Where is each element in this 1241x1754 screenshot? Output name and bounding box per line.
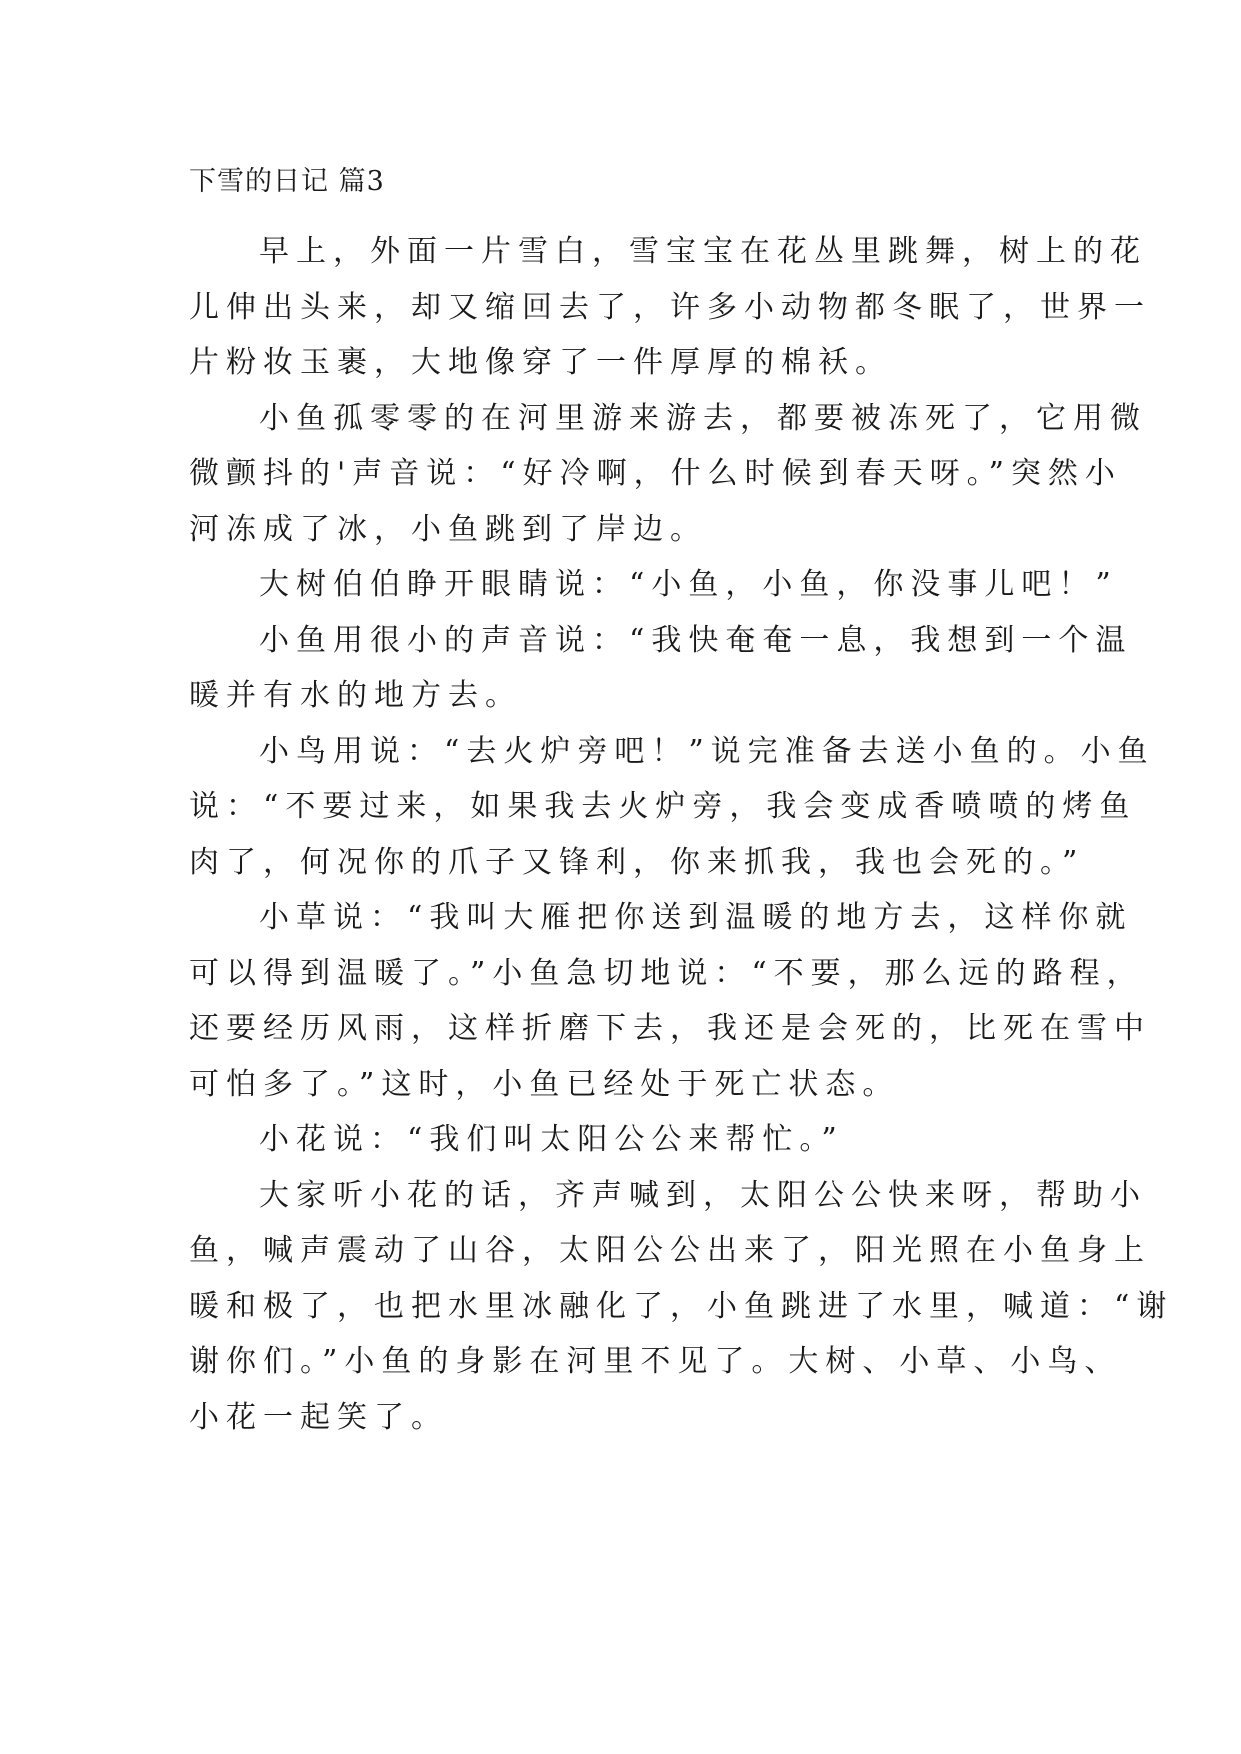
text-line: 大树伯伯睁开眼睛说：“小鱼，小鱼，你没事儿吧！” [259, 567, 1118, 602]
text-line: 大家听小花的话，齐声喊到，太阳公公快来呀，帮助小 [259, 1177, 1147, 1213]
text-line: 小鱼用很小的声音说：“我快奄奄一息，我想到一个温 [259, 622, 1133, 658]
text-line: 早上，外面一片雪白，雪宝宝在花丛里跳舞，树上的花 [259, 234, 1147, 269]
text-line: 暖并有水的地方去。 [189, 678, 522, 713]
paragraph [189, 557, 1118, 613]
paragraph [189, 724, 1155, 891]
text-line: 谢你们。”小鱼的身影在河里不见了。大树、小草、小鸟、 [189, 1344, 1122, 1379]
paragraph [189, 1168, 1174, 1446]
paragraph [189, 613, 1133, 724]
document-title: 下雪的日记 篇3 [189, 166, 385, 197]
paragraph [189, 1112, 1051, 1168]
text-line: 儿伸出头来，却又缩回去了，许多小动物都冬眠了，世界一 [189, 289, 1151, 325]
text-line: 小鱼孤零零的在河里游来游去，都要被冻死了，它用微 [259, 400, 1147, 436]
document-body [189, 224, 1174, 1445]
text-line: 微颤抖的'声音说：“好冷啊，什么时候到春天呀。”突然小 [189, 456, 1122, 491]
text-line: 小花说：“我们叫太阳公公来帮忙。” [259, 1122, 844, 1157]
text-line: 暖和极了，也把水里冰融化了，小鱼跳进了水里，喊道：“谢 [189, 1288, 1174, 1324]
paragraph [189, 224, 1151, 391]
text-line: 河冻成了冰，小鱼跳到了岸边。 [189, 511, 707, 547]
text-line: 还要经历风雨，这样折磨下去，我还是会死的，比死在雪中 [189, 1011, 1151, 1046]
text-line: 可以得到温暖了。”小鱼急切地说：“不要，那么远的路程， [189, 955, 1144, 991]
text-line: 小花一起笑了。 [189, 1399, 448, 1435]
text-line: 小鸟用说：“去火炉旁吧！”说完准备去送小鱼的。小鱼 [259, 733, 1155, 769]
paragraph [189, 890, 1151, 1112]
text-line: 说：“不要过来，如果我去火炉旁，我会变成香喷喷的烤鱼 [189, 789, 1137, 824]
text-line: 可怕多了。”这时，小鱼已经处于死亡状态。 [189, 1066, 900, 1102]
text-line: 鱼，喊声震动了山谷，太阳公公出来了，阳光照在小鱼身上 [189, 1233, 1151, 1268]
text-line: 片粉妆玉裹，大地像穿了一件厚厚的棉袄。 [189, 345, 892, 380]
paragraph [189, 391, 1147, 558]
text-line: 小草说：“我叫大雁把你送到温暖的地方去，这样你就 [259, 900, 1133, 935]
text-line: 肉了，何况你的爪子又锋利，你来抓我，我也会死的。” [189, 844, 1085, 880]
